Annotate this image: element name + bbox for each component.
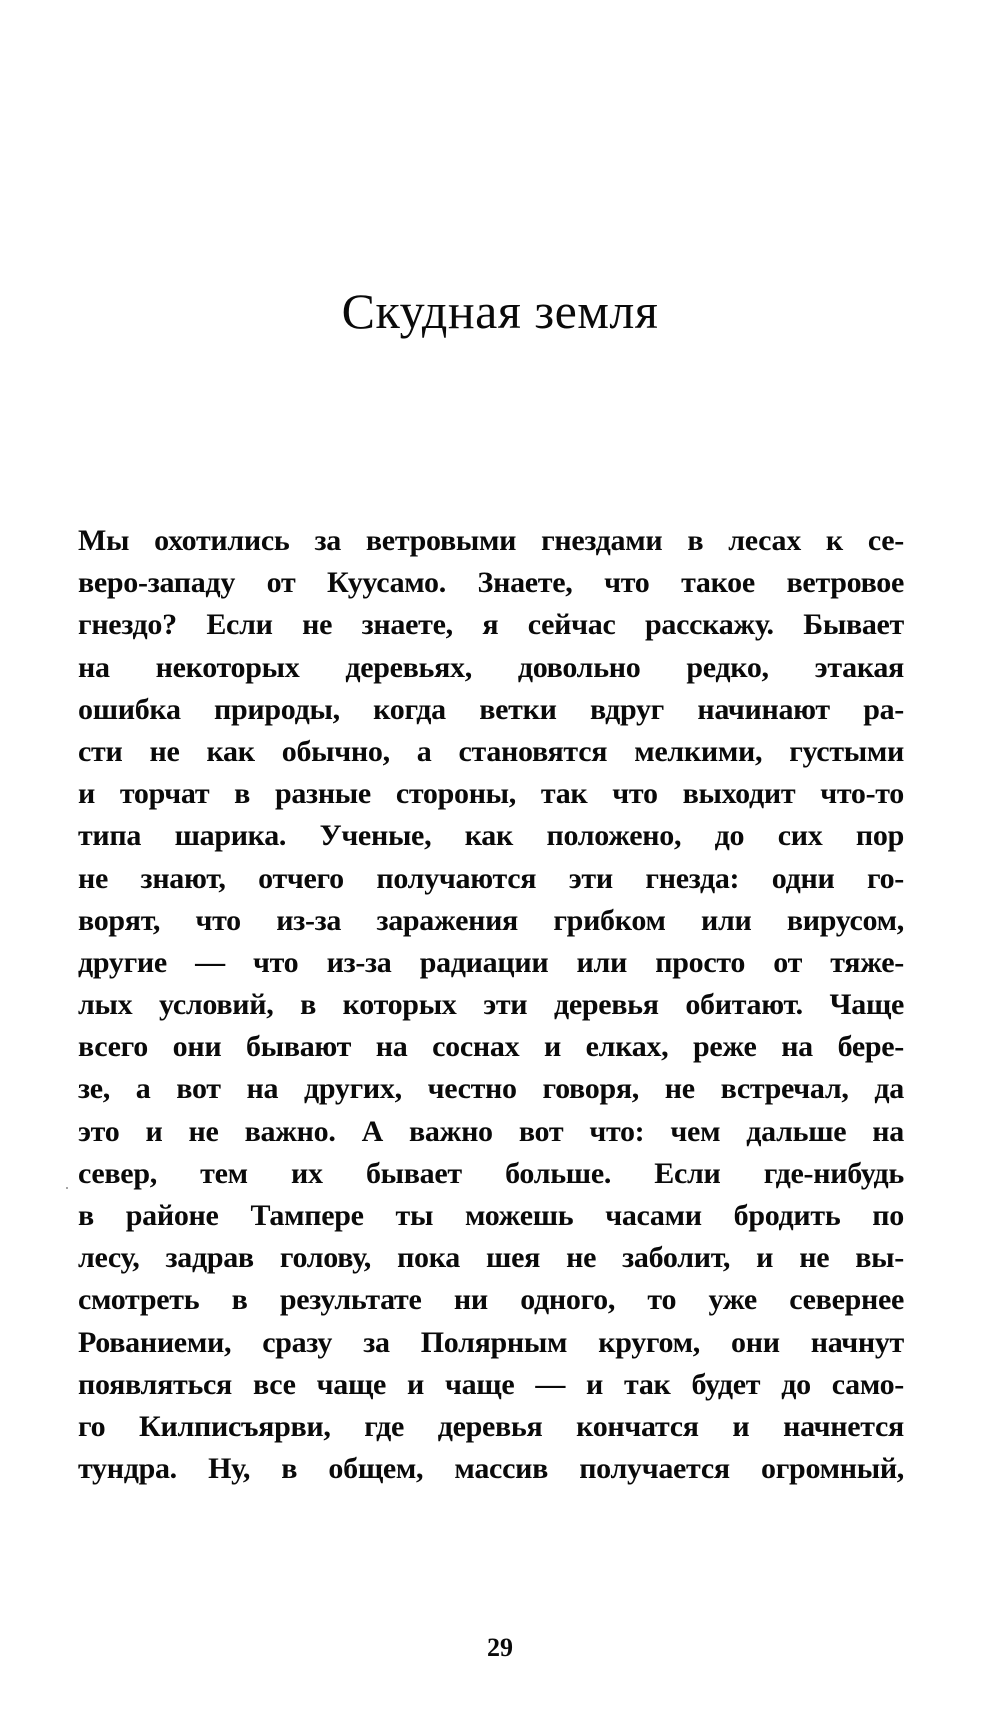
text-line: не знают, отчего получаются эти гнезда: одни го- <box>78 861 904 895</box>
text-line: тундра. Ну, в общем, массив получается огромный, <box>78 1452 904 1486</box>
text-line: и торчат в разные стороны, так что выходит что-то <box>78 777 904 811</box>
text-line: Рованиеми, сразу за Полярным кругом, они начнут <box>78 1325 904 1359</box>
text-line: ошибка природы, когда ветки вдруг начинают ра- <box>78 692 904 726</box>
text-line: север, тем их бывает больше. Если где-нибудь <box>78 1156 904 1190</box>
text-line: ворят, что из-за заражения грибком или вирусом, <box>78 903 904 937</box>
page-number: 29 <box>487 1633 513 1662</box>
scan-speck <box>66 1187 68 1189</box>
text-line: смотреть в результате ни одного, то уже севернее <box>78 1283 904 1317</box>
text-line: типа шарика. Ученые, как положено, до сих пор <box>78 819 904 853</box>
text-line: на некоторых деревьях, довольно редко, этакая <box>78 650 904 684</box>
text-line: сти не как обычно, а становятся мелкими, густыми <box>78 734 904 768</box>
chapter-title: Скудная земля <box>341 282 659 339</box>
text-line: лесу, задрав голову, пока шея не заболит, и не вы- <box>78 1241 904 1275</box>
text-line: другие — что из-за радиации или просто от тяже- <box>78 945 904 979</box>
text-line: Мы охотились за ветровыми гнездами в лесах к се- <box>78 524 904 557</box>
text-line: появляться все чаще и чаще — и так будет до само- <box>78 1367 904 1401</box>
text-line: веро-западу от Куусамо. Знаете, что такое ветровое <box>78 566 904 600</box>
text-line: это и не важно. А важно вот что: чем дальше на <box>78 1114 904 1148</box>
text-line: в районе Тампере ты можешь часами бродить по <box>78 1199 904 1232</box>
text-line: зе, а вот на других, честно говоря, не встречал, да <box>78 1072 904 1106</box>
text-line: всего они бывают на соснах и елках, реже на бере- <box>78 1030 904 1064</box>
text-line: го Килписъярви, где деревья кончатся и начнется <box>78 1409 904 1443</box>
text-line: гнездо? Если не знаете, я сейчас расскажу. Бывает <box>78 608 904 642</box>
text-line: лых условий, в которых эти деревья обитают. Чаще <box>78 988 904 1022</box>
body-paragraph <box>78 520 904 1490</box>
